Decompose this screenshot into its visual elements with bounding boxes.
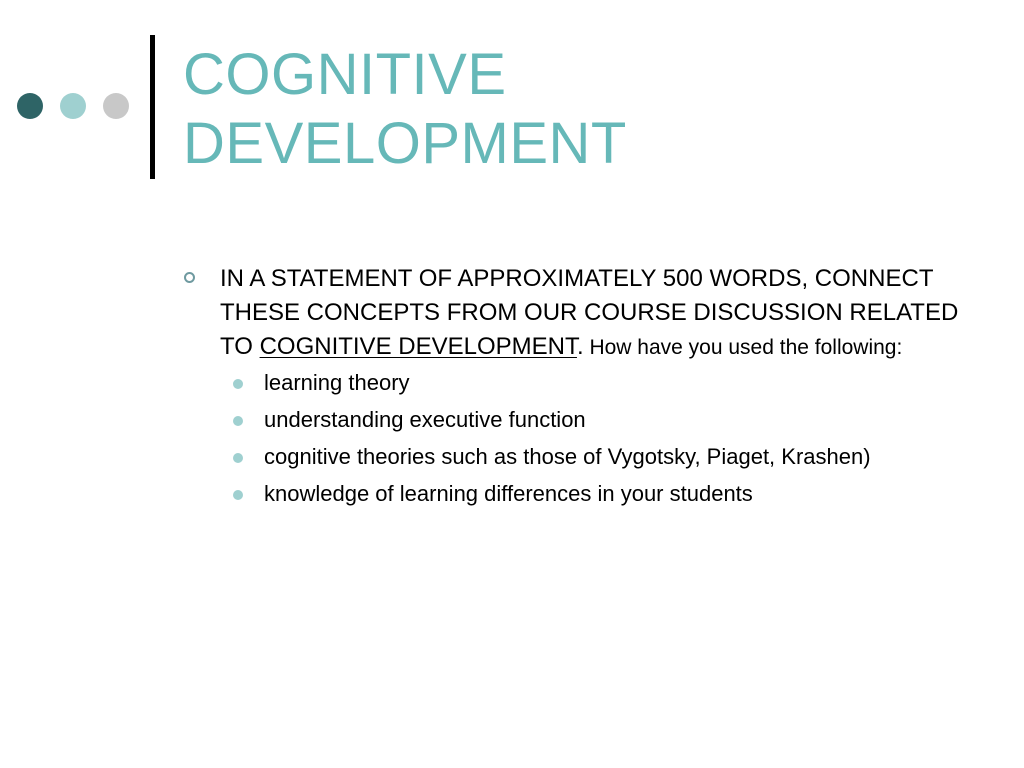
sub-bullet-item bbox=[264, 442, 884, 472]
slide-content bbox=[184, 262, 964, 516]
sub-bullet-text: understanding executive function bbox=[264, 407, 586, 432]
filled-dot-bullet-icon bbox=[233, 490, 243, 500]
decorative-dot-gray bbox=[103, 93, 129, 119]
decorative-dot-dark bbox=[17, 93, 43, 119]
title-divider-bar bbox=[150, 35, 155, 179]
sub-bullet-text: cognitive theories such as those of Vygotsky, Piaget, Krashen) bbox=[264, 444, 871, 469]
main-point-period: . bbox=[576, 333, 584, 360]
sub-bullet-text: knowledge of learning differences in your students bbox=[264, 481, 753, 506]
sub-bullet-list bbox=[184, 368, 964, 509]
filled-dot-bullet-icon bbox=[233, 453, 243, 463]
main-bullet-point bbox=[184, 262, 964, 365]
main-point-question: How have you used the following: bbox=[583, 336, 903, 359]
hollow-circle-bullet-icon bbox=[184, 272, 195, 283]
sub-bullet-item bbox=[264, 368, 884, 398]
sub-bullet-item bbox=[264, 479, 884, 509]
filled-dot-bullet-icon bbox=[233, 379, 243, 389]
decorative-dot-teal bbox=[60, 93, 86, 119]
sub-bullet-text: learning theory bbox=[264, 370, 410, 395]
slide-title-line-1: COGNITIVE bbox=[183, 42, 507, 107]
sub-bullet-item bbox=[264, 405, 884, 435]
slide-title bbox=[183, 40, 627, 178]
slide-title-line-2: DEVELOPMENT bbox=[183, 111, 627, 176]
main-point-underlined-topic: COGNITIVE DEVELOPMENT bbox=[259, 333, 577, 360]
filled-dot-bullet-icon bbox=[233, 416, 243, 426]
main-point-text: IN A STATEMENT OF APPROXIMATELY 500 WORDS, CONNECT THESE CONCEPTS FROM OUR COURSE DISCUSSION RELATED TO bbox=[220, 265, 959, 360]
